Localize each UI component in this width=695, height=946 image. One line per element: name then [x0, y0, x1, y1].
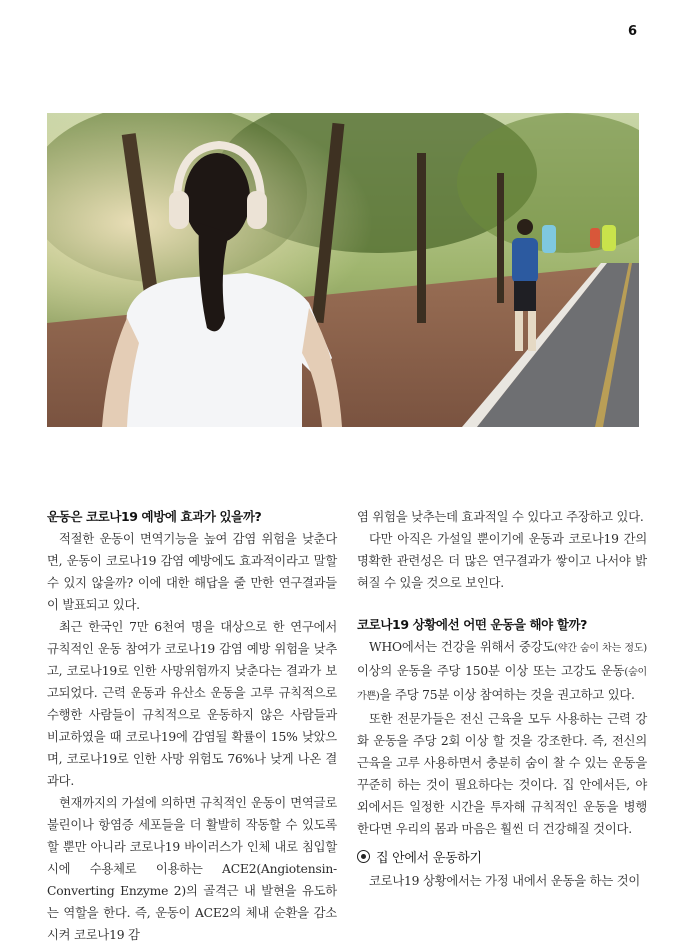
left-column: [47, 506, 337, 946]
body-paragraph: 최근 한국인 7만 6천여 명을 대상으로 한 연구에서 규칙적인 운동 참여가 코로나19 감염 예방 위험을 낮추고, 코로나19로 인한 사망위험까지 낮춘다는 결과가 보고되었다. 근력 운동과 유산소 운동을 고루 규칙적으로 수행한 사람들이 규칙적으로 운동하지 않은 사람들과 비교하였을 때 코로나19에 감염될 확률이 15% 낮았으며, 코로나19로 인한 사망 위험도 76%나 낮게 나온 결과다.: [47, 620, 337, 788]
target-bullet-icon: [357, 850, 370, 863]
body-paragraph: 적절한 운동이 면역기능을 높여 감염 위험을 낮춘다면, 운동이 코로나19 감염 예방에도 효과적이라고 말할 수 있지 않을까? 이에 대한 해답을 줄 만한 연구결과들이 발표되고 있다.: [47, 532, 337, 612]
body-paragraph: WHO에서는 건강을 위해서 중강도(약간 숨이 차는 정도) 이상의 운동을 주당 150분 이상 또는 고강도 운동(숨이 가쁜)을 주당 75분 이상 참여하는 것을 권고하고 있다.: [357, 640, 647, 702]
body-paragraph: 또한 전문가들은 전신 근육을 모두 사용하는 근력 강화 운동을 주당 2회 이상 할 것을 강조한다. 즉, 전신의 근육을 고루 사용하면서 충분히 숨이 찰 수 있는 운동을 꾸준히 하는 것이 필요하다는 것이다. 집 안에서든, 야외에서든 일정한 시간을 투자해 규칙적인 운동을 병행한다면 우리의 몸과 마음은 훨씬 더 건강해질 것이다.: [357, 712, 647, 836]
photo-woman-jogging-park: [47, 113, 639, 427]
body-paragraph: 코로나19 상황에서는 가정 내에서 운동을 하는 것이: [369, 874, 641, 888]
subsection-heading: 집 안에서 운동하기: [357, 848, 647, 870]
right-column: [357, 506, 647, 892]
body-paragraph: 염 위험을 낮추는데 효과적일 수 있다고 주장하고 있다.: [357, 510, 644, 524]
body-paragraph: 다만 아직은 가설일 뿐이기에 운동과 코로나19 간의 명확한 관련성은 더 많은 연구결과가 쌓이고 나서야 밝혀질 수 있을 것으로 보인다.: [357, 532, 647, 590]
article-photo: [47, 113, 639, 427]
section-heading: 코로나19 상황에선 어떤 운동을 해야 할까?: [357, 617, 588, 632]
page-number: 6: [628, 24, 638, 39]
body-paragraph: 현재까지의 가설에 의하면 규칙적인 운동이 면역글로불린이나 항염증 세포들을 더 활발히 작동할 수 있도록 할 뿐만 아니라 코로나19 바이러스가 인체 내로 침입할 시에 수용체로 이용하는 ACE2(Angiotensin-Converting Enzyme 2)의 골격근 내 발현을 유도하는 역할을 한다. 즉, 운동이 ACE2의 체내 순환을 감소시켜 코로나19 감: [47, 796, 337, 942]
section-heading: 운동은 코로나19 예방에 효과가 있을까?: [47, 509, 262, 524]
